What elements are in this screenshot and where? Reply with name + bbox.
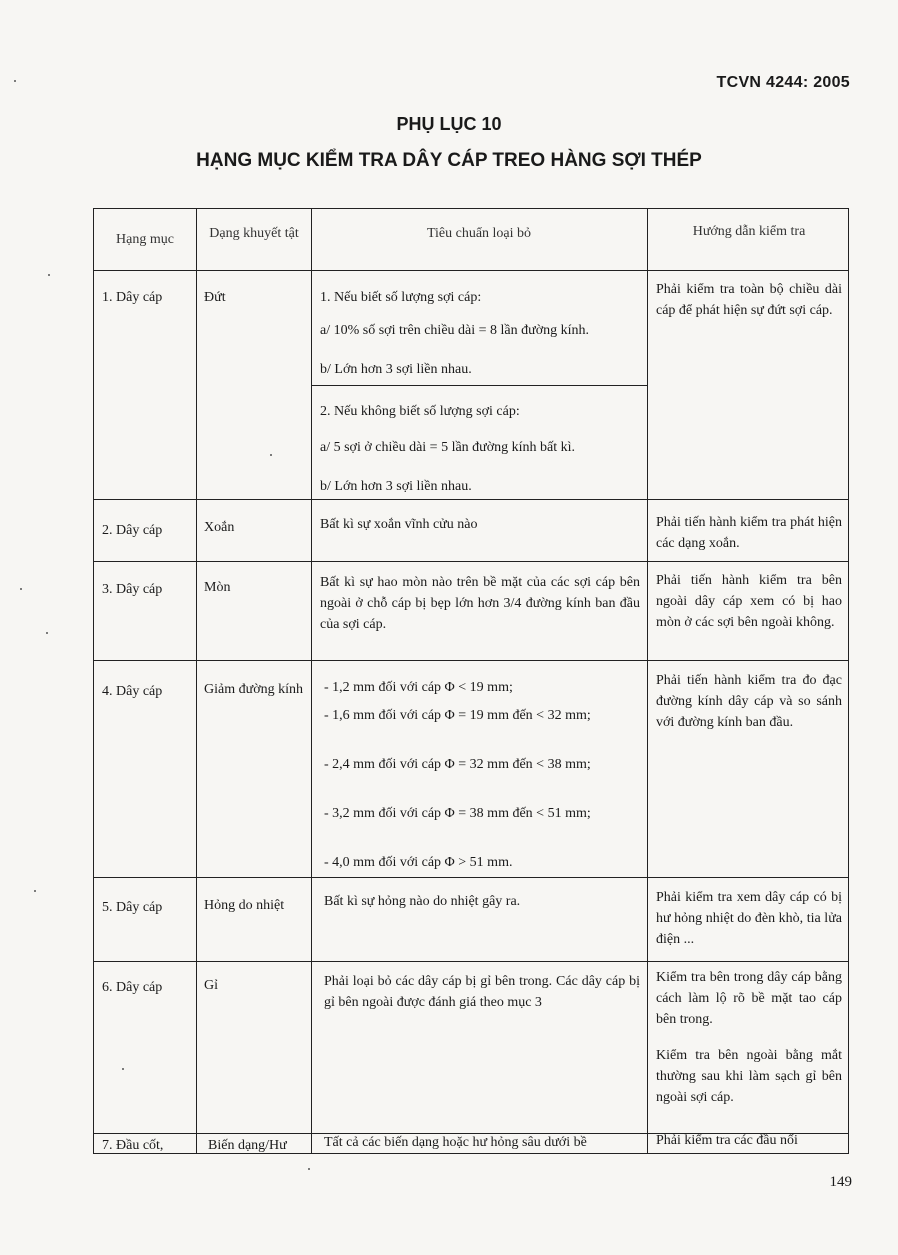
scan-speck — [46, 632, 48, 634]
row1-guide: Phải kiểm tra toàn bộ chiều dài cáp để phát hiện sự đứt sợi cáp. — [656, 282, 842, 318]
row3-criteria: Bất kì sự hao mòn nào trên bề mặt của các sợi cáp bên ngoài ở chỗ cáp bị bẹp lớn hơn 3/4 đường kính ban đầu của sợi cáp. — [320, 575, 640, 632]
row3-defect: Mòn — [204, 580, 231, 595]
row-divider — [311, 385, 647, 386]
row1-item: 1. Dây cáp — [102, 290, 163, 305]
col-divider — [311, 209, 312, 1154]
header-defect: Dạng khuyết tật — [209, 226, 299, 241]
row7-defect: Biến dạng/Hư — [208, 1138, 287, 1153]
row6-item: 6. Dây cáp — [102, 980, 163, 995]
row1-defect: Đứt — [204, 290, 226, 305]
row4-criteria-line: - 1,6 mm đối với cáp Φ = 19 mm đến < 32 mm; — [324, 708, 591, 723]
row-divider — [94, 499, 848, 500]
row4-criteria-line: - 4,0 mm đối với cáp Φ > 51 mm. — [324, 855, 513, 870]
row6-guide: Kiểm tra bên trong dây cáp bằng cách làm lộ rõ bề mặt tao cáp bên trong. — [656, 970, 842, 1027]
header-criteria: Tiêu chuẩn loại bỏ — [426, 226, 532, 241]
row5-guide: Phải kiểm tra xem dây cáp có bị hư hỏng nhiệt do đèn khò, tia lửa điện ... — [656, 890, 842, 947]
row4-criteria-line: - 3,2 mm đối với cáp Φ = 38 mm đến < 51 mm; — [324, 806, 591, 821]
standard-code: TCVN 4244: 2005 — [716, 74, 850, 91]
scan-speck — [20, 588, 22, 590]
row-divider — [94, 270, 848, 271]
scan-speck — [34, 890, 36, 892]
row3-guide: Phải tiến hành kiểm tra bên ngoài dây cáp xem có bị hao mòn ở các sợi bên ngoài không. — [656, 573, 842, 630]
row6-criteria: Phải loại bỏ các dây cáp bị gỉ bên trong. Các dây cáp bị gỉ bên ngoài được đánh giá theo mục 3 — [324, 974, 640, 1010]
header-guide: Hướng dẫn kiểm tra — [692, 224, 806, 239]
row5-criteria: Bất kì sự hỏng nào do nhiệt gây ra. — [324, 894, 521, 909]
row1-criteria-line: 1. Nếu biết số lượng sợi cáp: — [320, 290, 482, 305]
row3-item: 3. Dây cáp — [102, 582, 163, 597]
inspection-table — [93, 208, 849, 1154]
page-number: 149 — [829, 1174, 852, 1190]
scan-speck — [48, 274, 50, 276]
row4-criteria-line: - 2,4 mm đối với cáp Φ = 32 mm đến < 38 mm; — [324, 757, 591, 772]
row6-guide-2: Kiểm tra bên ngoài bằng mắt thường sau khi làm sạch gỉ bên ngoài sợi cáp. — [656, 1048, 842, 1105]
row4-defect: Giảm đường kính — [204, 682, 303, 697]
row4-guide: Phải tiến hành kiểm tra đo đạc đường kính dây cáp và so sánh với đường kính ban đầu. — [656, 673, 842, 730]
row2-criteria: Bất kì sự xoắn vĩnh cửu nào — [320, 517, 478, 532]
row1-criteria-line: 2. Nếu không biết số lượng sợi cáp: — [320, 404, 520, 419]
row4-item: 4. Dây cáp — [102, 684, 163, 699]
scan-speck — [308, 1168, 310, 1170]
appendix-subtitle: HẠNG MỤC KIỂM TRA DÂY CÁP TREO HÀNG SỢI THÉP — [196, 150, 702, 171]
row-divider — [94, 660, 848, 661]
row1-criteria-line: a/ 5 sợi ở chiều dài = 5 lần đường kính bất kì. — [320, 440, 576, 455]
row6-defect: Gỉ — [204, 978, 218, 993]
row2-item: 2. Dây cáp — [102, 523, 163, 538]
scan-speck — [14, 80, 16, 82]
row4-criteria-line: - 1,2 mm đối với cáp Φ < 19 mm; — [324, 680, 513, 695]
scan-speck — [122, 1068, 124, 1070]
row2-guide: Phải tiến hành kiểm tra phát hiện các dạng xoắn. — [656, 515, 842, 551]
header-item: Hạng mục — [116, 232, 174, 247]
row1-criteria-line: b/ Lớn hơn 3 sợi liền nhau. — [320, 479, 472, 494]
row2-defect: Xoắn — [204, 520, 235, 535]
row7-guide: Phải kiểm tra các đầu nối — [656, 1133, 798, 1148]
row-divider — [94, 961, 848, 962]
row-divider — [94, 561, 848, 562]
row1-criteria-line: a/ 10% số sợi trên chiều dài = 8 lần đường kính. — [320, 323, 590, 338]
appendix-title: PHỤ LỤC 10 — [396, 114, 502, 134]
row1-criteria-line: b/ Lớn hơn 3 sợi liền nhau. — [320, 362, 472, 377]
scan-speck — [270, 454, 272, 456]
col-divider — [196, 209, 197, 1154]
row-divider — [94, 877, 848, 878]
row7-item: 7. Đầu cốt, — [102, 1138, 164, 1153]
row7-criteria: Tất cả các biến dạng hoặc hư hỏng sâu dưới bề — [324, 1135, 587, 1150]
row5-defect: Hỏng do nhiệt — [204, 898, 285, 913]
row5-item: 5. Dây cáp — [102, 900, 163, 915]
col-divider — [647, 209, 648, 1154]
